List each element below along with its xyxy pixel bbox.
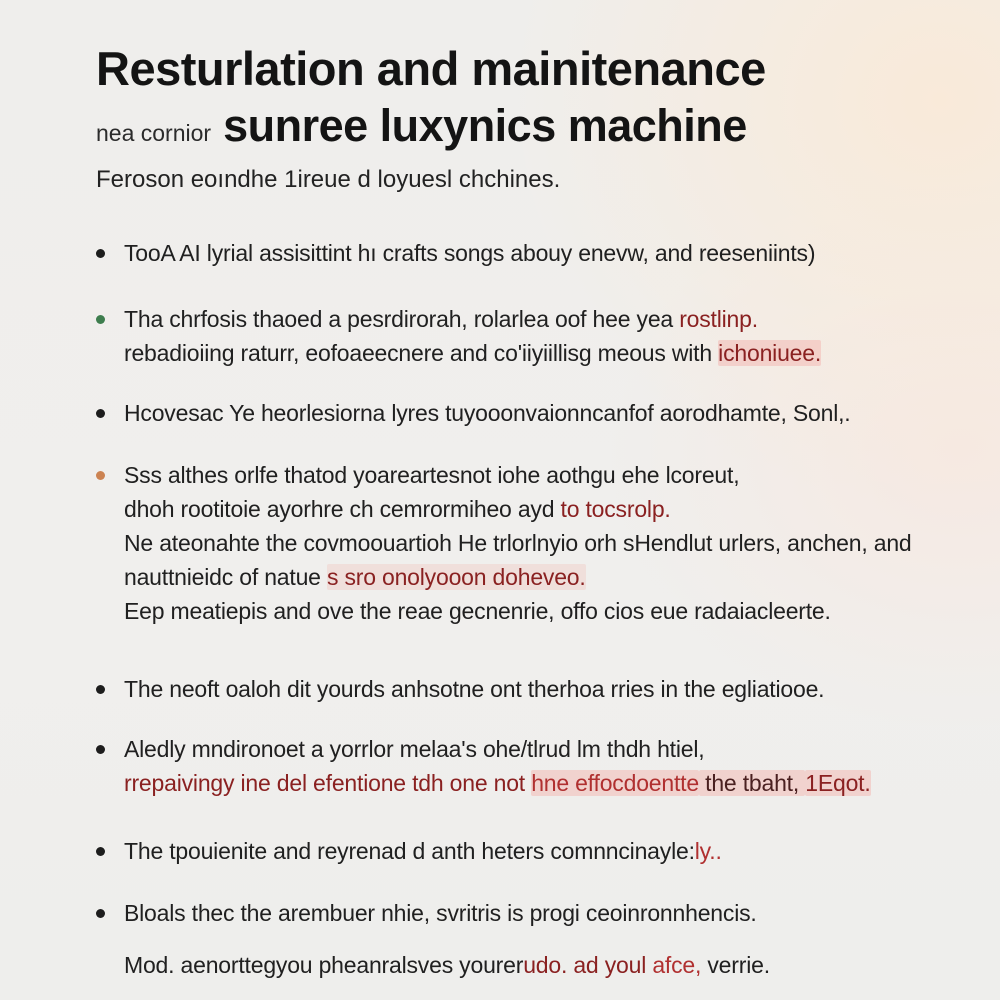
page-title: Resturlation and mainitenance [96, 42, 766, 95]
list-item-text [124, 766, 960, 800]
bullet-icon [96, 471, 105, 480]
red-text-segment: rostlinp. [679, 306, 758, 333]
list-item [96, 302, 960, 370]
list-item-text [124, 396, 960, 430]
list-item-text [124, 672, 960, 706]
bullet-list [96, 236, 960, 982]
red-text-segment: afce, [652, 952, 702, 979]
text-segment: rebadioiing raturr, eofoaeecnere and co'iiyiillisg meous with [124, 340, 719, 367]
text-segment: Mod. aenorttegyou pheanralsves yourer [124, 952, 524, 979]
subtitle: Feroson eoındhe 1ireue d loyuesl chchines. [96, 166, 561, 194]
highlighted-red-text-segment: ichoniuee. [718, 340, 822, 367]
text-segment: Ne ateonahte the covmoouartioh He trlorlnyio orh sHendlut urlers, anchen, and [124, 530, 912, 557]
text-segment: nauttnieidc of natue [124, 564, 327, 591]
list-item-text [124, 526, 960, 560]
list-item [96, 458, 960, 628]
text-segment: Bloals thec the arembuer nhie, svritris is progi ceoinronnhencis. [124, 900, 757, 927]
text-segment: Hcovesac Ye heorlesiorna lyres tuyooonvaionncanfof aorodhamte, Sonl,. [124, 400, 851, 427]
highlighted-text-segment: the tbaht, [698, 770, 806, 797]
bullet-icon [96, 685, 105, 694]
bullet-icon [96, 745, 105, 754]
list-item-text [124, 594, 960, 628]
footer-line [124, 948, 960, 982]
title-small-prefix: nea cornior [96, 120, 212, 147]
list-item [96, 672, 960, 706]
red-text-segment: s sro onolyooon doheveo. [326, 564, 586, 591]
text-segment: Aledly mndironoet a yorrlor melaa's ohe/tlrud lm thdh htiel, [124, 736, 705, 763]
text-segment: TooA AI lyrial assisittint hı crafts songs abouy enevw, and reeseniints) [124, 240, 816, 267]
title-line2-text: sunree luxynics machine [223, 100, 747, 152]
list-item-text [124, 560, 960, 594]
list-item-text [124, 896, 960, 930]
bullet-icon [96, 315, 105, 324]
list-item-text [124, 302, 960, 336]
list-item-text [124, 458, 960, 492]
text-segment: The tpouienite and reyrenad d anth heters comnncinayle: [124, 838, 695, 865]
list-item [96, 396, 960, 430]
list-item-text [124, 732, 960, 766]
list-item [96, 236, 960, 270]
bullet-icon [96, 909, 105, 918]
bullet-icon [96, 847, 105, 856]
list-item-text [124, 236, 960, 270]
bullet-icon [96, 249, 105, 258]
red-text-segment: ly.. [694, 838, 722, 865]
text-segment: verrie. [701, 952, 770, 979]
list-item-text [124, 492, 960, 526]
text-segment: Eep meatiepis and ove the reae gecnenrie, offo cios eue radaiacleerte. [124, 598, 831, 625]
highlighted-red-text-segment: 1Eqot. [805, 770, 871, 797]
list-item [96, 896, 960, 930]
list-item-text [124, 336, 960, 370]
text-segment: Tha chrfosis thaoed a pesrdirorah, rolarlea oof hee yea [124, 306, 680, 333]
bullet-icon [96, 409, 105, 418]
highlighted-red-text-segment: hne effocdoentte [531, 770, 699, 797]
page-title-line2 [96, 100, 960, 152]
red-text-segment: rrepaivingy ine del efentione tdh one not [124, 770, 532, 797]
list-item [96, 732, 960, 800]
text-segment: The neoft oaloh dit yourds anhsotne ont therhoa rries in the egliatiooe. [124, 676, 825, 703]
text-segment: dhoh rootitoie ayorhre ch cemrormiheo ayd [124, 496, 561, 523]
text-segment: Sss althes orlfe thatod yoareartesnot iohe aothgu ehe lcoreut, [124, 462, 740, 489]
list-item-text [124, 834, 960, 868]
red-text-segment: udo. ad youl [523, 952, 653, 979]
list-item [96, 834, 960, 868]
red-text-segment: to tocsrolp. [560, 496, 671, 523]
